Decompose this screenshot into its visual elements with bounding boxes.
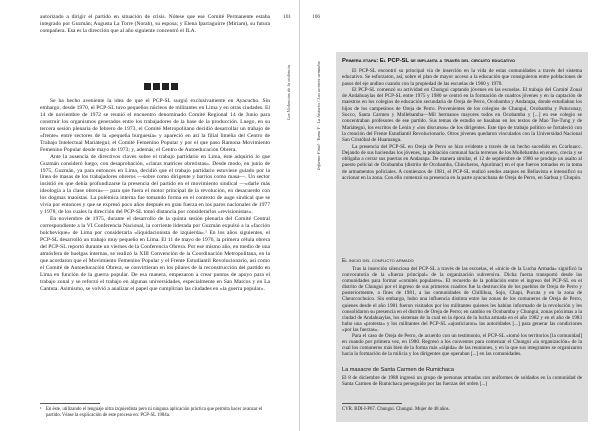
box-body: [342, 68, 582, 181]
box-subheading: El inicio del conflicto armado: [342, 258, 414, 264]
box-paragraph: El PCP-SL encontró su principal vía de inserción en la vida de estas comunidades a través del sistema educativo. Se esforzaron, así, sobre el plan de mayor acceso a la educación que consiguieron entre poblaciones de pasos del eje andino cuando con la propiedad de las escuelas de 1960 y 1970.: [342, 68, 582, 87]
box-paragraph: Tras la inserción silenciosa del PCP-SL a través de las escuelas, el «inicio de la Lucha Armada» significó la convocatoria de la «fuerza principal» de la organización subversiva. Dicha fuerza transportó desde las comunidades para formar «comités populares». El recuerdo de la población entre el ingreso del PCP-SL en el distrito de Chungui por el ingreso de sus primeros cuadros fue la destrucción de los pueblos de Oreja de Perro y posteriormente, a fines de 1981, a las comunidades de Chillihua, Sojo, Chapi, Pucuta y en la zona de Cheuccochuico. Sin embargo, hubo una influencia distinta entre las zonas de los comuneros de Oreja de Perro, quienes desde el año 1981 fueron visitados por los militantes quienes les habían informado de la revolución y les consolidaron su presencia en el distrito de Oreja de Perro; en cambio en Ocobamba y Chungui, zonas próximas a la ciudad de Andahuaylas, los sistemas de la cual en la época de la lucha armada en el año 1982 y en el año de 1983 hubo una «protesta» y los militantes del PCP-SL «ajusticiaron» las autoridades [...] para generar las condiciones «por las fuerzas».: [342, 266, 582, 333]
box-paragraph: El 8 de diciembre de 1988 ingresó un grupo de personas armadas con uniformes de soldados en la comunidad de Santa Carmen de Rumichaca perseguido por las fuerzas del orden [...]: [342, 375, 582, 388]
footnote-rule: [40, 403, 100, 404]
box-paragraph: El PCP-SL comenzó su actividad en Chungui captando jóvenes en las escuelas. El trabajo del Comité Zonal de Andahuaylas del PCP-SL entre 1975 y 1980 se centró en la formación de cuadros jóvenes y en la captación de maestros en los colegios de educación secundaria de Oreja de Perro, Ocobamba y Andarapa, donde estudiaban los hijos de los campesinos de Oreja de Perro. Provenientes de los colegios de Chungui, Ocobamba y Putucunay, Socco, Santa Carmen y Mollebamba—Mil hermanos mayores todos en Ocobamba y [...] en ese colegio se concentraban profesores de ese partido. Sus temas de estudio se basaban en los textos de Mao Tse-Tung y de Mariátegui, los escritos de Lenin y «los discursos» de los dirigentes. Este tipo de trabajo político se fortaleció con la creación del Frente Estudiantil Revolucionario. Otros jóvenes quedaron vinculados con la Universidad Nacional San Cristóbal de Huamanga.: [342, 86, 582, 144]
left-intro: [40, 14, 270, 35]
body-paragraph: Se ha hecho aveniente la idea de que el PCP-SL surgió exclusivamente en Ayacucho. Sin embargo, desde 1970, el PCP-SL tuvo pequeños núcleos de militantes en Lima y en otras ciudades. El 14 de noviembre de 1972 se reunió el encuentro denominado Comité Regional 14 de Junio para construir los organismos generados entre los trabajadores de la base de la producción. Luego, en su tercera sesión plenaria de febrero de 1973, el Comité Metropolitano decidió desarrollar un trabajo de «frente» entre sectores de la «pequeña burguesía» y apareció en así la filial limeña del Centro de Trabajo Intelectual Mariátegui; el Comité Femenino Popular y por el que paso Ramona Movimiento Femenino Popular desde mayo de 1973; y, además, el Centro de Autoeducación Obrera.: [40, 98, 270, 153]
box-body-3: [342, 375, 582, 388]
page-number-left: 101: [283, 14, 292, 20]
footnote-text: En éste, utilizando el lenguaje ultra izquierdista pero ni ninguna aplicación práctica que permita hacer avanzar el partido. Véase la explicación de este proceso en: PCP-SL 1984a.: [46, 407, 263, 418]
box-footnote-rule: [342, 403, 402, 404]
box-paragraph: Para el caso de Oreja de Perro, de acuerdo con un testimonio, el PCP-SL «tomó los territorios [la comunidad] en cuando por primera vez, en 1980. Regresó a los conventos para comenzar el Chungui «la organización» de la cual los comuneros más bien de la forma más «rápida» de las reuniones, y en la que sus integrantes se organizaron hacia la formación de la milicia y los dirigentes que operaban [...] en las comunidades.: [342, 333, 582, 358]
body-paragraph: Ante la ausencia de directivos claves sobre el trabajo partidario en Lima, éste adquirió lo que Guzmán consideró luego, con desaprobación, «claras matrices obreristas». Desde modo, en junio de 1975, Guzmán, ya para entonces en Lima, decidió que el trabajo partidario estuviese guiado por la línea de masas de los trabajadores obreros —sobre como dirigente y barrios como masa—. Un sector insistió en que debía profundizarse la presencia del partido en el movimiento sindical —«darle más ideología a la clase obrera»— para que fuera el motor principal de la revolución, en desacuerdo con los dogmas maoístas. La polémica interna fue tomando forma en el contexto de auge sindical que se vivía por entonces y que se expresó poco años después en gran fuerza en los paros nacionales de 1977 y 1978, de los cuales la dirección del PCP-SL tomó distancia por considerarlos «revisionistas».: [40, 153, 270, 216]
box-body-2: [342, 266, 582, 357]
left-body: [40, 98, 270, 293]
footnote-number: ¹: [40, 407, 42, 412]
intro-paragraph: autorizado a dirigir el partido en situación de crisis. Nótese que ese Comité Permanente estaba integrado por Guzmán; Augusta La Torre (Norah), su esposa; y Elena Iparraguirre (Miriam), su futura compañera. Esa es la dirección que al año siguiente concentró el ILA.: [40, 14, 270, 34]
section-ornament: [144, 83, 178, 90]
box-footnote: CVR. BDI-I-P67. Chungui. Chungui. Mujer de 48 años.: [342, 407, 450, 412]
box-paragraph: La presencia del PCP-SL en Oreja de Perro se hizo evidente a través de un hecho sucedido en Ccarhuacc. Dejando de sus haciendas los jóvenes, la población comunal hacia terrenos de los Mollebamba en enero, crecía y se obligaba a cerrar sus puertas en Andarapa. De manera similar, el 12 de septiembre de 1980 se produjo un asalto al puesto policial de Ocobamba (distrito de Ocobamba, Chincheros, Apurímac) en el que fueron tomados en la toma de armamentos policiales. A comienzos de 1981, el PCP-SL realizó sendos ataques en Bellavista e intensificó su accionar en la zona. Con ello comenzó su presencia en la parte ayacuchana de Oreja de Perro, en Sarhua y Chupón.: [342, 143, 582, 182]
box-title: Primera etapa: El PCP-SL se implanta a través del circuito educativo: [342, 58, 516, 64]
left-footnote: [40, 407, 270, 419]
running-head-left: Las Violencias de la violencia: [286, 64, 291, 120]
running-head-right: Informe Final · Tomo V · La historia / Los actores armados: [316, 61, 321, 170]
body-paragraph: En noviembre de 1975, durante el desarrollo de la quinta sesión plenaria del Comité Central correspondiente a la VI Conferencia Nacional, la corriente liderada por Guzmán expulsó a la «facción bolchevique» de Lima por considerarla «liquidacionista de izquierda».¹ En los años siguientes, el PCP-SL desarrolló un trabajo muy pequeño en Lima. El 11 de mayo de 1976, la primera célula obrera del PCP-SL reportó durante un viernes de la Conferencia Obrera. Por ese mismo año, en medio de una atmósfera de huelgas internas, se realizó la XIII Convención de la Coordinación Metropolitana, en la que acordaron que el Movimiento Femenino Popular y el Frente Estudiantil Revolucionario, así como el Comité de Autoeducación Obrera, se convirtieran en los pilares de la reconstrucción del partido en Lima en función de la guerra popular. De esa manera, empezaron a crear puntos de apoyo para el trabajo zonal y se reforzó el trabajo en algunas universidades, especialmente en San Marcos y en La Cantuta. Asimismo, se volvió a analizar el papel que cumplirían las ciudades en «la guerra popular».: [40, 216, 270, 292]
box-subheading-2: La masacre de Santa Carmen de Rumichaca: [342, 367, 454, 373]
page-number-right: 106: [312, 14, 321, 20]
